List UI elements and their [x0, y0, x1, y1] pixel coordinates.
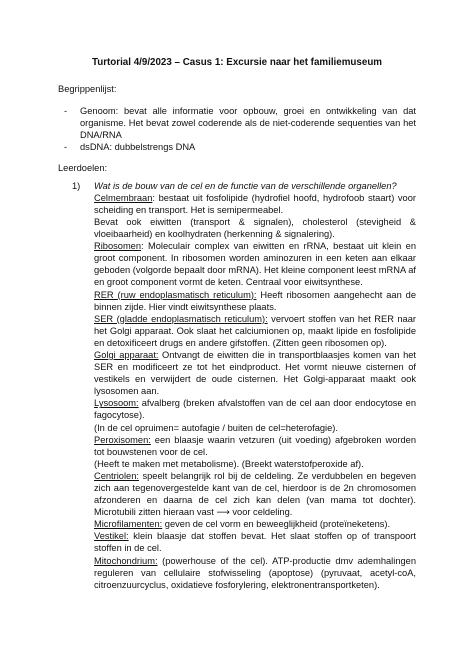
- term-label: SER (gladde endoplasmatisch reticulum):: [94, 313, 268, 324]
- definition-text: geven de cel vorm en beweeglijkheid (proteïneketens).: [162, 519, 391, 530]
- definition-text: speelt belangrijk rol bij de celdeling. Ze verdubbelen en begeven zich aan tegenovergestelde kant van de cel, hierdoor is de 2n chromosomen afzonderen en daarna de cel zich kan delen (van mama tot dochter). Microtubili zitten hieraan vast ⟶ voor celdeling.: [94, 470, 416, 518]
- term-label: RER (ruw endoplasmatisch reticulum):: [94, 289, 257, 300]
- paragraph-peroxisomen-note: [94, 458, 416, 470]
- term-label: Centriolen:: [94, 470, 139, 481]
- paragraph-vestikel: [94, 530, 416, 554]
- term-label: Golgi apparaat:: [94, 349, 159, 360]
- term-label: Ribosomen: [94, 241, 142, 252]
- term-label: Peroxisomen:: [94, 434, 151, 445]
- organelle-list: [58, 192, 416, 591]
- definition-text: klein blaasje dat stoffen bevat. Het slaat stoffen op of transpoort stoffen in de cel.: [94, 531, 416, 554]
- question-text: Wat is de bouw van de cel en de functie van de verschillende organellen?: [94, 180, 397, 191]
- definition-text: afvalberg (breken afvalstoffen van de cel aan door endocytose en fagocytose).: [94, 398, 416, 421]
- paragraph-microfilamenten: [94, 518, 416, 530]
- paragraph-lysosoom: [94, 397, 416, 421]
- paragraph-celmembraan-extra: [94, 216, 416, 240]
- leerdoelen-heading: Leerdoelen:: [58, 162, 108, 173]
- paragraph-golgi: [94, 349, 416, 397]
- bullet-dash: -: [64, 142, 68, 153]
- list-item: [58, 105, 416, 141]
- term-label: Microfilamenten:: [94, 519, 163, 530]
- term-label: Vestikel:: [94, 531, 129, 542]
- term-label: Celmembraan: [94, 192, 153, 203]
- definition-text: (In de cel opruimen= autofagie / buiten de cel=heterofagie).: [94, 422, 338, 433]
- paragraph-peroxisomen: [94, 434, 416, 458]
- definition-text: : bestaat uit fosfolipide (hydrofiel hoofd, hydrofoob staart) voor scheiding en transport. Het is semipermeabel.: [94, 192, 416, 215]
- definition-text: Heeft ribosomen aangehecht aan de binnen zijde. Hier vindt eiwitsynthese plaats.: [94, 289, 416, 312]
- definition-text: (powerhouse of the cel). ATP-productie dmv ademhalingen reguleren van cellulaire stofwisseling (apoptose) (pyruvaat, acetyl-coA, citroenzuurcyclus, oxidatieve fosforylering, elektronentransportketen).: [94, 555, 416, 590]
- definition-text: Bevat ook eiwitten (transport & signalen), cholesterol (stevigheid & vloeibaarheid) en koolhydraten (herkenning & signalering).: [94, 216, 416, 240]
- paragraph-centriolen: [94, 470, 416, 518]
- definition-text: (Heeft te maken met metabolisme). (Breekt waterstofperoxide af).: [94, 458, 364, 469]
- term-label: Mitochondrium:: [94, 555, 158, 566]
- begrippenlijst-list: [58, 105, 416, 153]
- list-item-text: Genoom: bevat alle informatie voor opbouw, groei en ontwikkeling van dat organisme. Het bevat zowel coderende als de niet-coderende sequenties van het DNA/RNA: [80, 106, 416, 141]
- definition-text: een blaasje waarin vetzuren (uit voeding) afgebroken worden tot bouwstenen voor de cel.: [94, 434, 416, 457]
- paragraph-ser: [94, 313, 416, 349]
- bullet-dash: -: [64, 106, 68, 117]
- learning-question: [58, 180, 416, 192]
- paragraph-celmembraan: [94, 192, 416, 216]
- paragraph-mitochondrium: [94, 555, 416, 591]
- paragraph-ribosomen: [94, 240, 416, 288]
- begrippenlijst-heading: Begrippenlijst:: [58, 84, 117, 95]
- definition-text: : Moleculair complex van eiwitten en rRNA, bestaat uit klein en groot component. In ribosomen worden aminozuren in een keten aan elkaar geboden (volgorde bepaalt door mRNA). Het kleine component leest mRNA af en groot component vormt de keten. Centraal voor eiwitsynthese.: [94, 241, 416, 288]
- paragraph-rer: [94, 289, 416, 313]
- list-item-text: dsDNA: dubbelstrengs DNA: [80, 142, 196, 153]
- paragraph-lysosoom-note: [94, 422, 416, 434]
- question-number: 1): [72, 180, 81, 191]
- list-item: [58, 141, 416, 153]
- definition-text: vervoert stoffen van het RER naar het Golgi apparaat. Ook slaat het calciumionen op, maakt lipide en fosfolipide en detoxificeert drugs en andere gifstoffen. (Zitten geen ribosomen op).: [94, 313, 416, 348]
- definition-text: Ontvangt de eiwitten die in transportblaasjes komen van het SER en modificeert ze tot het eindproduct. Het vormt nieuwe cisternen of vestikels en verwijdert de oude cisternen. Het Golgi-apparaat maakt ook lysosomen aan.: [94, 349, 416, 397]
- term-label: Lysosoom:: [94, 398, 139, 409]
- document-title: Turtorial 4/9/2023 – Casus 1: Excursie naar het familiemuseum: [91, 57, 383, 68]
